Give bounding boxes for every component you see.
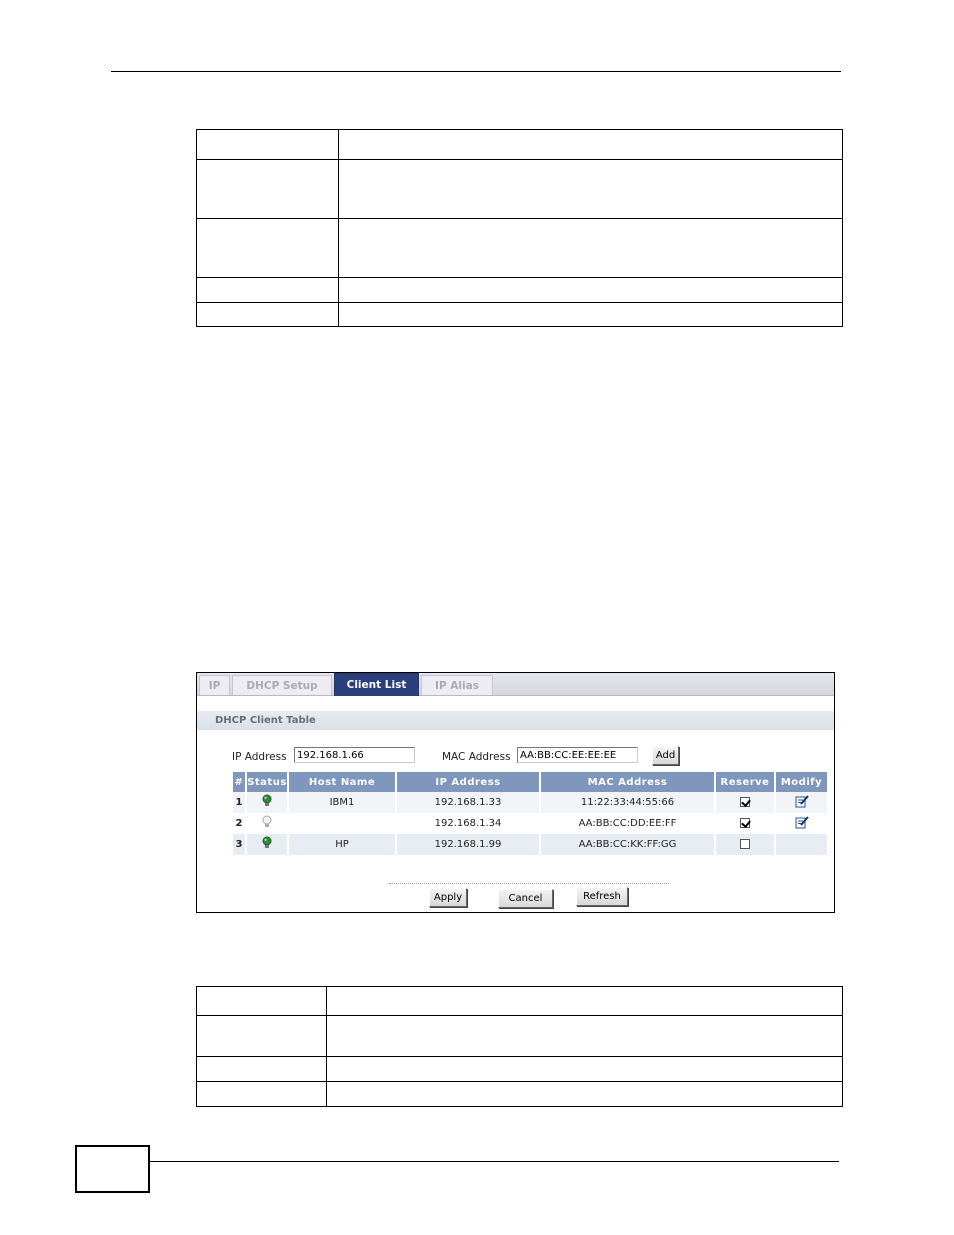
header-rule [111, 71, 841, 72]
edit-icon[interactable] [795, 816, 809, 829]
table-row [233, 834, 827, 855]
table-row [197, 1016, 843, 1057]
table-cell [197, 1016, 327, 1057]
modify-cell [776, 834, 827, 855]
table-cell [339, 303, 843, 327]
reserve-checkbox[interactable] [740, 797, 750, 807]
column-header-number: # [233, 772, 245, 792]
ip-address-cell: 192.168.1.34 [397, 813, 539, 834]
tab-client-list[interactable]: Client List [334, 673, 419, 696]
table-row [197, 278, 843, 303]
add-button[interactable]: Add [652, 746, 679, 765]
table-row [197, 1082, 843, 1107]
bottom-table [196, 986, 843, 1107]
table-row [233, 792, 827, 813]
table-cell [197, 1082, 327, 1107]
table-cell [339, 160, 843, 219]
table-cell [197, 278, 339, 303]
table-row [197, 303, 843, 327]
ip-address-cell: 192.168.1.99 [397, 834, 539, 855]
host-name-cell [289, 813, 395, 834]
refresh-button[interactable]: Refresh [576, 887, 628, 906]
table-row [197, 219, 843, 278]
lightbulb-on-icon [261, 794, 273, 808]
modify-cell [776, 813, 827, 834]
tab-dhcp-setup[interactable]: DHCP Setup [232, 675, 332, 695]
ip-address-input[interactable] [294, 747, 415, 763]
tab-ip[interactable]: IP [199, 675, 230, 695]
apply-button[interactable]: Apply [429, 888, 467, 907]
section-title: DHCP Client Table [197, 711, 834, 730]
row-number: 2 [233, 813, 245, 834]
status-cell [247, 834, 287, 855]
table-cell [327, 1016, 843, 1057]
status-cell [247, 792, 287, 813]
bottom-table-header-row [197, 987, 843, 1016]
mac-address-cell: AA:BB:CC:DD:EE:FF [541, 813, 714, 834]
reserve-cell [716, 834, 774, 855]
table-row [197, 160, 843, 219]
column-header-reserve: Reserve [716, 772, 774, 792]
top-table-header-cell [197, 130, 339, 160]
mac-address-label: MAC Address [442, 751, 511, 763]
table-cell [197, 1057, 327, 1082]
cancel-button[interactable]: Cancel [498, 889, 553, 908]
modify-cell [776, 792, 827, 813]
column-header-ip-address: IP Address [397, 772, 539, 792]
lightbulb-on-icon [261, 836, 273, 850]
footer-rule [150, 1161, 839, 1162]
status-cell [247, 813, 287, 834]
top-table-header-row [197, 130, 843, 160]
tab-ip-alias[interactable]: IP Alias [421, 675, 493, 695]
table-row [197, 1057, 843, 1082]
reserve-cell [716, 792, 774, 813]
mac-address-input[interactable] [517, 747, 638, 763]
row-number: 1 [233, 792, 245, 813]
bottom-table-header-cell [197, 987, 327, 1016]
host-name-cell: HP [289, 834, 395, 855]
table-cell [327, 1082, 843, 1107]
top-table [196, 129, 843, 327]
table-cell [197, 219, 339, 278]
reserve-checkbox[interactable] [740, 818, 750, 828]
column-header-mac-address: MAC Address [541, 772, 714, 792]
lightbulb-off-icon [261, 815, 273, 829]
dhcp-client-table [231, 772, 829, 855]
bottom-table-header-cell [327, 987, 843, 1016]
ip-address-cell: 192.168.1.33 [397, 792, 539, 813]
tab-bar [197, 673, 834, 696]
table-cell [339, 219, 843, 278]
edit-icon[interactable] [795, 795, 809, 808]
column-header-modify: Modify [776, 772, 827, 792]
table-cell [339, 278, 843, 303]
top-table-header-cell [339, 130, 843, 160]
reserve-checkbox[interactable] [740, 839, 750, 849]
column-header-host-name: Host Name [289, 772, 395, 792]
reserve-cell [716, 813, 774, 834]
dhcp-client-list-screenshot [196, 672, 835, 913]
mac-address-cell: 11:22:33:44:55:66 [541, 792, 714, 813]
mac-address-cell: AA:BB:CC:KK:FF:GG [541, 834, 714, 855]
divider [389, 883, 669, 884]
table-header-row [233, 772, 827, 792]
table-row [233, 813, 827, 834]
column-header-status: Status [247, 772, 287, 792]
ip-address-label: IP Address [232, 751, 287, 763]
host-name-cell: IBM1 [289, 792, 395, 813]
row-number: 3 [233, 834, 245, 855]
page-number-box [75, 1145, 150, 1193]
table-cell [327, 1057, 843, 1082]
table-cell [197, 303, 339, 327]
table-cell [197, 160, 339, 219]
